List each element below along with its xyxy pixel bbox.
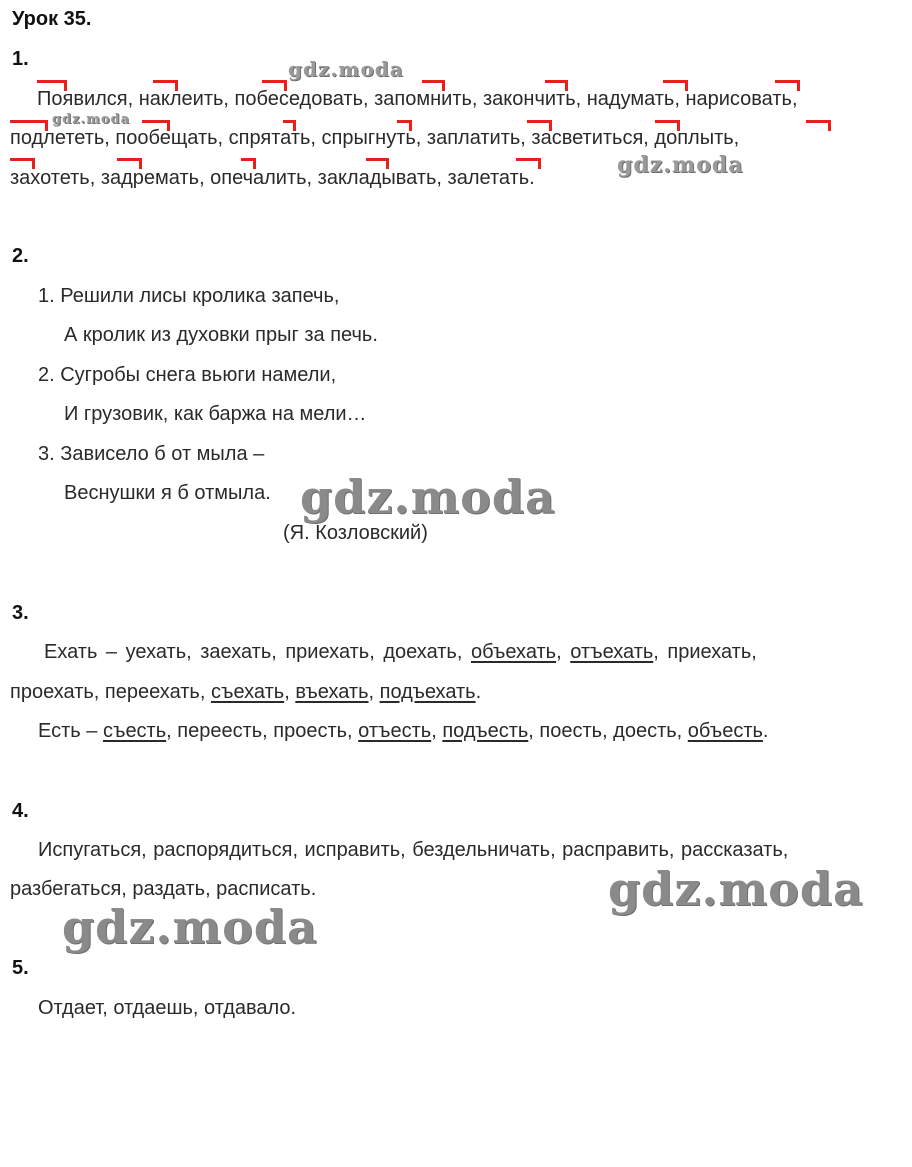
exercise-3-line-3: Есть – съесть, переесть, проесть, отъесть, подъесть, поесть, доесть, объесть. (38, 720, 769, 742)
exercise-5-line-1: Отдает, отдаешь, отдавало. (38, 997, 297, 1019)
exercise-3-number: 3. (12, 602, 29, 624)
exercise-3-line-2: проехать, переехать, съехать, въехать, подъехать. (10, 681, 482, 703)
watermark-logo: gdz.moda (52, 112, 131, 127)
watermark-logo: gdz.moda (62, 900, 318, 954)
exercise-1-line-1: Появился, наклеить, побеседовать, запомнить, закончить, надумать, нарисовать, (37, 88, 798, 110)
watermark-logo: gdz.moda (608, 862, 864, 916)
poem-2-line-2: И грузовик, как баржа на мели… (64, 403, 367, 425)
exercise-5-number: 5. (12, 957, 29, 979)
exercise-1-line-2: подлететь, пообещать, спрятать, спрыгнуть, заплатить, засветиться, доплыть, (10, 127, 740, 149)
watermark-logo: gdz.moda (288, 57, 404, 81)
exercise-2-number: 2. (12, 245, 29, 267)
exercise-4-line-2: разбегаться, раздать, расписать. (10, 878, 317, 900)
poem-1-line-1: 1. Решили лисы кролика запечь, (38, 285, 340, 307)
poem-3-line-1: 3. Зависело б от мыла – (38, 443, 265, 465)
exercise-1-line-3: захотеть, задремать, опечалить, закладывать, залетать. (10, 167, 535, 189)
poem-2-line-1: 2. Сугробы снега вьюги намели, (38, 364, 337, 386)
poem-author: (Я. Козловский) (283, 522, 428, 544)
watermark-logo: gdz.moda (300, 470, 556, 524)
exercise-4-line-1: Испугаться, распорядиться, исправить, бездельничать, расправить, рассказать, (38, 839, 789, 861)
lesson-title: Урок 35. (12, 8, 92, 30)
watermark-logo: gdz.moda (617, 152, 744, 178)
exercise-1-number: 1. (12, 48, 29, 70)
exercise-4-number: 4. (12, 800, 29, 822)
exercise-3-line-1: Ехать – уехать, заехать, приехать, доехать, объехать, отъехать, приехать, (44, 641, 757, 663)
poem-3-line-2: Веснушки я б отмыла. (64, 482, 271, 504)
poem-1-line-2: А кролик из духовки прыг за печь. (64, 324, 378, 346)
